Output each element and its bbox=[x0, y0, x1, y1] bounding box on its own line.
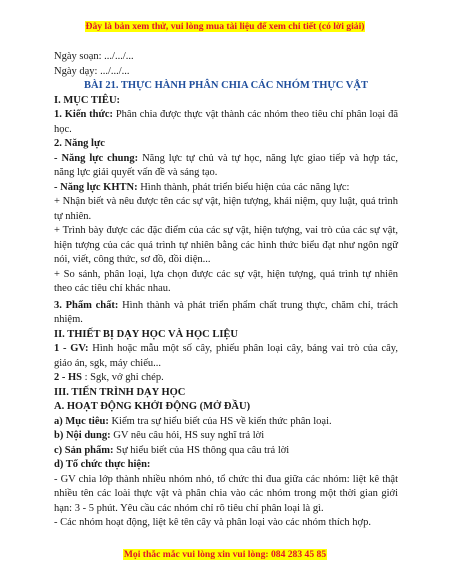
knowledge-text: Phân chia được thực vật thành các nhóm theo tiêu chí phân loại đã học. bbox=[54, 109, 398, 135]
knowledge-paragraph bbox=[54, 108, 398, 137]
product-text: Sự hiểu biết của HS thông qua câu trả lời bbox=[113, 444, 290, 456]
student-materials-paragraph bbox=[54, 371, 398, 386]
organization-heading: d) Tổ chức thực hiện: bbox=[54, 459, 151, 470]
khtn-item: + Trình bày được các đặc điểm của các sự vật, hiện tượng, vai trò của các sự vật, hiện tượng của các quá trình tự nhiên bằng các hình thức biểu đạt như ngôn ngữ nói, viết, công thức, sơ đồ, đồi diện... bbox=[54, 225, 398, 265]
date-taught: Ngày dạy: .../.../... bbox=[54, 65, 130, 77]
content-text: GV nêu câu hỏi, HS suy nghĩ trả lời bbox=[110, 430, 265, 441]
content-label: b) Nội dung: bbox=[54, 430, 111, 441]
goal-label: a) Mục tiêu: bbox=[54, 415, 109, 427]
khtn-competence-label: - Năng lực KHTN: bbox=[54, 181, 138, 193]
content-paragraph bbox=[54, 429, 398, 444]
teacher-materials-text: Hình hoặc mẫu một số cây, phiếu phân loại cây, bảng vai trò của cây, giáo án, sgk, máy chiếu... bbox=[54, 343, 398, 369]
khtn-competence-paragraph bbox=[54, 181, 398, 196]
document-body bbox=[54, 50, 398, 531]
contact-banner bbox=[0, 549, 450, 560]
student-label: 2 - HS bbox=[54, 372, 83, 383]
khtn-item: + Nhận biết và nêu được tên các sự vật, hiện tượng, khái niệm, quy luật, quá trình tự nhiên. bbox=[54, 196, 398, 222]
section-objectives-heading: I. MỤC TIÊU: bbox=[54, 94, 121, 106]
section-equipment-heading: II. THIẾT BỊ DẠY HỌC VÀ HỌC LIỆU bbox=[54, 328, 238, 340]
quality-paragraph bbox=[54, 299, 398, 328]
preview-banner-text: Đây là bản xem thử, vui lòng mua tài liệu để xem chi tiết (có lời giải) bbox=[85, 21, 365, 32]
section-procedure-heading: III. TIẾN TRÌNH DẠY HỌC bbox=[54, 386, 186, 398]
khtn-item: + So sánh, phân loại, lựa chọn được các sự vật, hiện tượng, quá trình tự nhiên theo các tiêu chí khác nhau. bbox=[54, 268, 398, 294]
competence-heading: 2. Năng lực bbox=[54, 138, 105, 149]
date-prepared: Ngày soạn: .../.../... bbox=[54, 51, 134, 62]
warmup-activity-heading: A. HOẠT ĐỘNG KHỞI ĐỘNG (MỞ ĐẦU) bbox=[54, 401, 251, 412]
knowledge-label: 1. Kiến thức: bbox=[54, 109, 113, 120]
general-competence-label: - Năng lực chung: bbox=[54, 152, 139, 164]
goal-paragraph bbox=[54, 415, 398, 430]
general-competence-paragraph bbox=[54, 152, 398, 181]
product-paragraph bbox=[54, 444, 398, 459]
preview-banner bbox=[0, 21, 450, 32]
organization-item: - Các nhóm hoạt động, liệt kê tên cây và phân loại vào các nhóm thích hợp. bbox=[54, 517, 371, 528]
quality-label: 3. Phẩm chất: bbox=[54, 299, 119, 311]
contact-banner-text: Mọi thắc mắc vui lòng xin vui lòng: 084 283 45 85 bbox=[123, 549, 327, 560]
product-label: c) Sản phẩm: bbox=[54, 444, 114, 456]
teacher-materials-paragraph bbox=[54, 342, 398, 371]
quality-text: Hình thành và phát triển phẩm chất trung thực, chăm chỉ, trách nhiệm. bbox=[54, 299, 398, 325]
organization-item: - GV chia lớp thành nhiều nhóm nhỏ, tổ chức thi đua giữa các nhóm: liệt kê thật nhiều tên các loài thực vật và phân chia vào các nhóm trong một thời gian giới hạn: 3 - 5 phút. Yêu cầu các nhóm chỉ rõ tiêu chí phân loại là gì. bbox=[54, 473, 398, 514]
teacher-label: 1 - GV: bbox=[54, 343, 89, 354]
lesson-title: BÀI 21. THỰC HÀNH PHÂN CHIA CÁC NHÓM THỰC VẬT bbox=[84, 80, 368, 91]
goal-text: Kiểm tra sự hiểu biết của HS về kiến thức phân loại. bbox=[108, 415, 332, 427]
khtn-competence-text: Hình thành, phát triển biểu hiện của các năng lực: bbox=[137, 181, 350, 193]
general-competence-text: Năng lực tự chủ và tự học, năng lực giao tiếp và hợp tác, năng lực giải quyết vấn đề và sáng tạo. bbox=[54, 152, 398, 178]
student-materials-text: : Sgk, vở ghi chép. bbox=[82, 372, 164, 383]
